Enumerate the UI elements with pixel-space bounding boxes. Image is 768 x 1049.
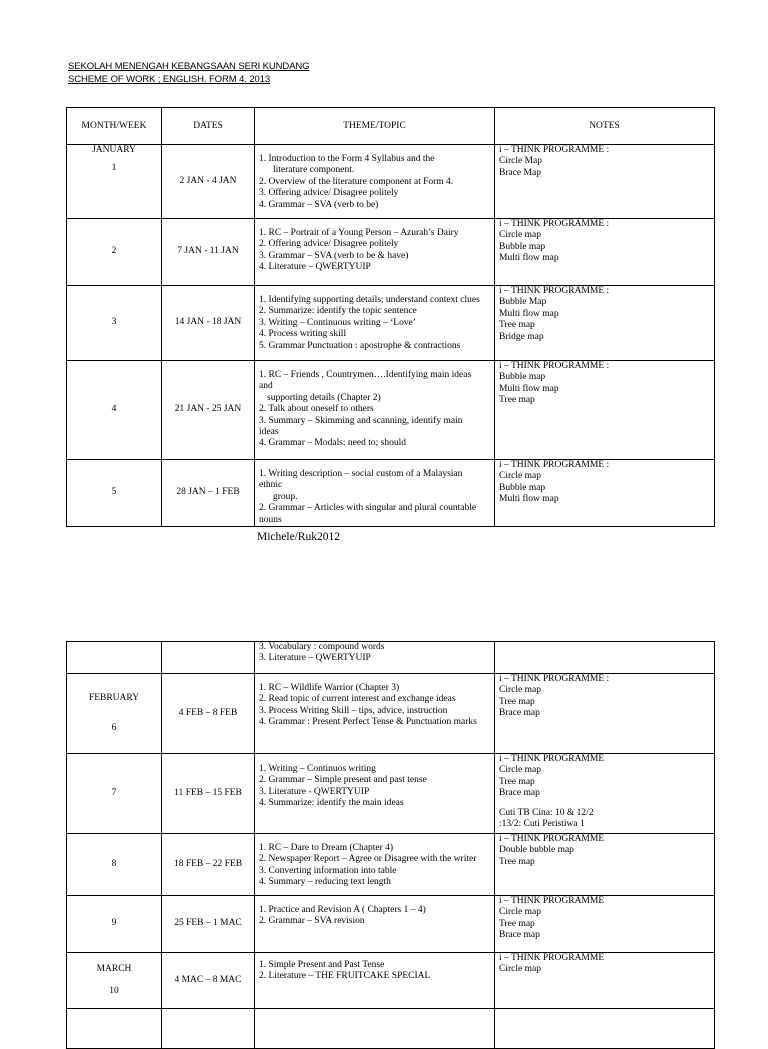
notes-cell — [495, 219, 715, 286]
note-line: Tree map — [499, 776, 535, 787]
topic-line: 2. Summarize: identify the topic sentence — [259, 306, 417, 317]
note-line: Circle map — [499, 907, 541, 918]
topic-line: 4. Process writing skill — [259, 329, 347, 340]
week-number: 3 — [67, 286, 162, 361]
note-line: Brace map — [499, 930, 540, 941]
table-row — [67, 219, 715, 286]
note-line: :13/2: Cuti Peristiwa 1 — [499, 819, 585, 830]
note-line: Circle Map — [499, 156, 543, 167]
topic-line: 3. Offering advice/ Disagree politely — [259, 188, 399, 199]
table-row — [67, 642, 715, 674]
topic-cell — [255, 953, 495, 1009]
topic-cell — [255, 896, 495, 953]
table-row — [67, 834, 715, 896]
topic-line: 4. Literature – QWERTYUIP — [259, 262, 371, 273]
notes-cell — [495, 286, 715, 361]
topic-line: 1. RC – Wildlife Warrior (Chapter 3) — [259, 683, 400, 693]
note-line: i – THINK PROGRAMME : — [499, 145, 610, 155]
dates-cell: 28 JAN – 1 FEB — [162, 460, 255, 527]
topic-line: 4. Grammar – Modals: need to; should — [259, 438, 406, 449]
notes-cell — [495, 674, 715, 754]
note-line: i – THINK PROGRAMME : — [499, 460, 610, 470]
week-number: 1 — [111, 163, 117, 174]
month-label: JANUARY — [92, 145, 136, 155]
table-row — [67, 896, 715, 953]
topic-cell — [255, 219, 495, 286]
topic-line: 1. RC – Portrait of a Young Person – Azurah’s Dairy — [259, 228, 459, 238]
note-line: Cuti TB Cina: 10 & 12/2 — [499, 807, 594, 818]
topic-line: 1. Writing description – social custom of a Malaysian — [259, 469, 463, 479]
note-line: Circle map — [499, 471, 541, 482]
dates-cell: 4 FEB – 8 FEB — [162, 674, 255, 754]
topic-line: 4. Summary – reducing text length — [259, 877, 391, 888]
table-row — [67, 754, 715, 834]
topic-line: 1. Practice and Revision A ( Chapters 1 – 4) — [259, 905, 426, 915]
note-line: i – THINK PROGRAMME — [499, 834, 605, 844]
topic-line: 2. Literature – THE FRUITCAKE SPECIAL — [259, 971, 431, 982]
note-line: i – THINK PROGRAMME : — [499, 219, 610, 229]
note-line: Tree map — [499, 696, 535, 707]
month-week-cell — [67, 642, 162, 674]
column-header-theme-topic: THEME/TOPIC — [255, 108, 495, 145]
topic-line: 1. Identifying supporting details; understand context clues — [259, 295, 480, 305]
note-line: Circle map — [499, 230, 541, 241]
month-week-cell — [67, 1009, 162, 1049]
note-line: Tree map — [499, 320, 535, 331]
table-row — [67, 460, 715, 527]
table-header-row — [67, 108, 715, 145]
topic-line: 1. Introduction to the Form 4 Syllabus and the — [259, 154, 435, 164]
topic-line: 3. Literature - QWERTYUIP — [259, 786, 370, 797]
topic-cell — [255, 754, 495, 834]
topic-line: 3. Summary – Skimming and scanning, identify main — [259, 415, 463, 426]
note-line: Multi flow map — [499, 253, 559, 264]
table-row — [67, 145, 715, 219]
week-number: 7 — [67, 754, 162, 834]
scheme-table-page-1 — [66, 107, 715, 527]
topic-line: 4. Grammar – SVA (verb to be) — [259, 199, 379, 210]
dates-cell: 4 MAC – 8 MAC — [162, 953, 255, 1009]
week-number: 5 — [67, 460, 162, 527]
topic-line: 2. Talk about oneself to others — [259, 404, 374, 415]
topic-cell — [255, 642, 495, 674]
note-line: Multi flow map — [499, 494, 559, 505]
note-line: i – THINK PROGRAMME : — [499, 674, 610, 684]
note-line: Brace map — [499, 708, 540, 719]
dates-cell: 11 FEB – 15 FEB — [162, 754, 255, 834]
notes-cell — [495, 361, 715, 460]
topic-line: 2. Grammar – SVA revision — [259, 916, 365, 927]
week-number: 4 — [67, 361, 162, 460]
topic-line: 2. Grammar – Articles with singular and plural countable — [259, 503, 477, 514]
page-footer: Michele/Ruk2012 — [257, 531, 341, 543]
dates-cell: 21 JAN - 25 JAN — [162, 361, 255, 460]
scheme-table-page-2 — [66, 641, 715, 1049]
topic-line: 2. Read topic of current interest and exchange ideas — [259, 694, 456, 705]
notes-cell — [495, 460, 715, 527]
topic-line: group. — [273, 491, 298, 502]
note-line: Bubble map — [499, 241, 546, 252]
table-row — [67, 674, 715, 754]
topic-line: 2. Overview of the literature component at Form 4. — [259, 176, 454, 187]
topic-line: 1. RC – Friends , Countrymen….Identifying main ideas — [259, 370, 472, 380]
month-week-cell — [67, 953, 162, 1009]
topic-cell — [255, 361, 495, 460]
topic-line: ideas — [259, 427, 279, 438]
note-line: i – THINK PROGRAMME : — [499, 286, 610, 296]
topic-line: 3. Grammar – SVA (verb to be & have) — [259, 250, 409, 261]
week-number: 2 — [67, 219, 162, 286]
table-row — [67, 1009, 715, 1049]
topic-line: 2. Newspaper Report – Agree or Disagree with the writer — [259, 854, 477, 865]
topic-cell — [255, 286, 495, 361]
topic-cell — [255, 460, 495, 527]
dates-cell: 2 JAN - 4 JAN — [162, 145, 255, 219]
topic-line: literature component. — [273, 165, 355, 176]
topic-line: 1. RC – Dare to Dream (Chapter 4) — [259, 843, 394, 853]
topic-line: 5. Grammar Punctuation : apostrophe & contractions — [259, 340, 461, 351]
week-number: 8 — [67, 834, 162, 896]
note-line: Tree map — [499, 856, 535, 867]
notes-cell — [495, 834, 715, 896]
week-number: 9 — [67, 896, 162, 953]
note-line: Bridge map — [499, 331, 544, 342]
note-line: Bubble Map — [499, 297, 547, 308]
dates-cell — [162, 642, 255, 674]
table-row — [67, 361, 715, 460]
topic-line: and — [259, 381, 273, 392]
month-label: FEBRUARY — [88, 693, 140, 704]
column-header-notes: NOTES — [495, 108, 715, 145]
note-line: Tree map — [499, 918, 535, 929]
column-header-dates: DATES — [162, 108, 255, 145]
note-line: Bubble map — [499, 372, 546, 383]
note-line: Bubble map — [499, 482, 546, 493]
table-row — [67, 286, 715, 361]
topic-line: 2. Offering advice/ Disagree politely — [259, 239, 399, 250]
dates-cell: 14 JAN - 18 JAN — [162, 286, 255, 361]
note-line: i – THINK PROGRAMME : — [499, 361, 610, 371]
topic-cell — [255, 834, 495, 896]
table-row — [67, 953, 715, 1009]
note-line: Multi flow map — [499, 308, 559, 319]
column-header-month-week: MONTH/WEEK — [67, 108, 162, 145]
topic-line: supporting details (Chapter 2) — [267, 392, 381, 403]
topic-cell — [255, 145, 495, 219]
notes-cell — [495, 145, 715, 219]
month-label: MARCH — [96, 964, 132, 975]
topic-cell — [255, 674, 495, 754]
note-line: Brace Map — [499, 167, 541, 178]
topic-line: 3. Writing – Continuous writing – ‘Love’ — [259, 317, 416, 328]
topic-line: 4. Summarize: identify the main ideas — [259, 798, 404, 809]
topic-line: 1. Writing – Continuos writing — [259, 764, 376, 774]
note-line: Double bubble map — [499, 845, 574, 856]
notes-cell — [495, 642, 715, 674]
note-line: Brace map — [499, 788, 540, 799]
topic-line: 4. Grammar : Present Perfect Tense & Punctuation marks — [259, 717, 477, 728]
scheme-title: SCHEME OF WORK ; ENGLISH. FORM 4. 2013 — [68, 74, 271, 85]
dates-cell: 25 FEB – 1 MAC — [162, 896, 255, 953]
note-line: i – THINK PROGRAMME — [499, 754, 605, 764]
topic-line: nouns — [259, 514, 282, 525]
month-week-cell — [67, 674, 162, 754]
dates-cell: 7 JAN - 11 JAN — [162, 219, 255, 286]
note-line: Circle map — [499, 685, 541, 696]
note-line: Multi flow map — [499, 383, 559, 394]
note-line: Circle map — [499, 765, 541, 776]
topic-line: 3. Process Writing Skill – tips, advice, instruction — [259, 705, 448, 716]
topic-line: 1. Simple Present and Past Tense — [259, 960, 385, 970]
topic-line: 3. Converting information into table — [259, 865, 397, 876]
note-line: i – THINK PROGRAMME — [499, 896, 605, 906]
topic-line: 2. Grammar – Simple present and past tense — [259, 775, 427, 786]
notes-cell — [495, 1009, 715, 1049]
dates-cell — [162, 1009, 255, 1049]
notes-cell — [495, 896, 715, 953]
note-line: i – THINK PROGRAMME — [499, 953, 605, 963]
topic-line: 3. Vocabulary : compound words — [259, 642, 385, 652]
topic-line: 3. Literature – QWERTYUIP — [259, 653, 371, 664]
dates-cell: 18 FEB – 22 FEB — [162, 834, 255, 896]
week-number: 10 — [109, 985, 119, 996]
topic-cell — [255, 1009, 495, 1049]
note-line: Circle map — [499, 964, 541, 975]
week-number: 6 — [111, 722, 117, 733]
month-week-cell — [67, 145, 162, 219]
note-line: Tree map — [499, 395, 535, 406]
notes-cell — [495, 754, 715, 834]
notes-cell — [495, 953, 715, 1009]
topic-line: ethnic — [259, 480, 283, 491]
school-name: SEKOLAH MENENGAH KEBANGSAAN SERI KUNDANG — [68, 61, 310, 72]
